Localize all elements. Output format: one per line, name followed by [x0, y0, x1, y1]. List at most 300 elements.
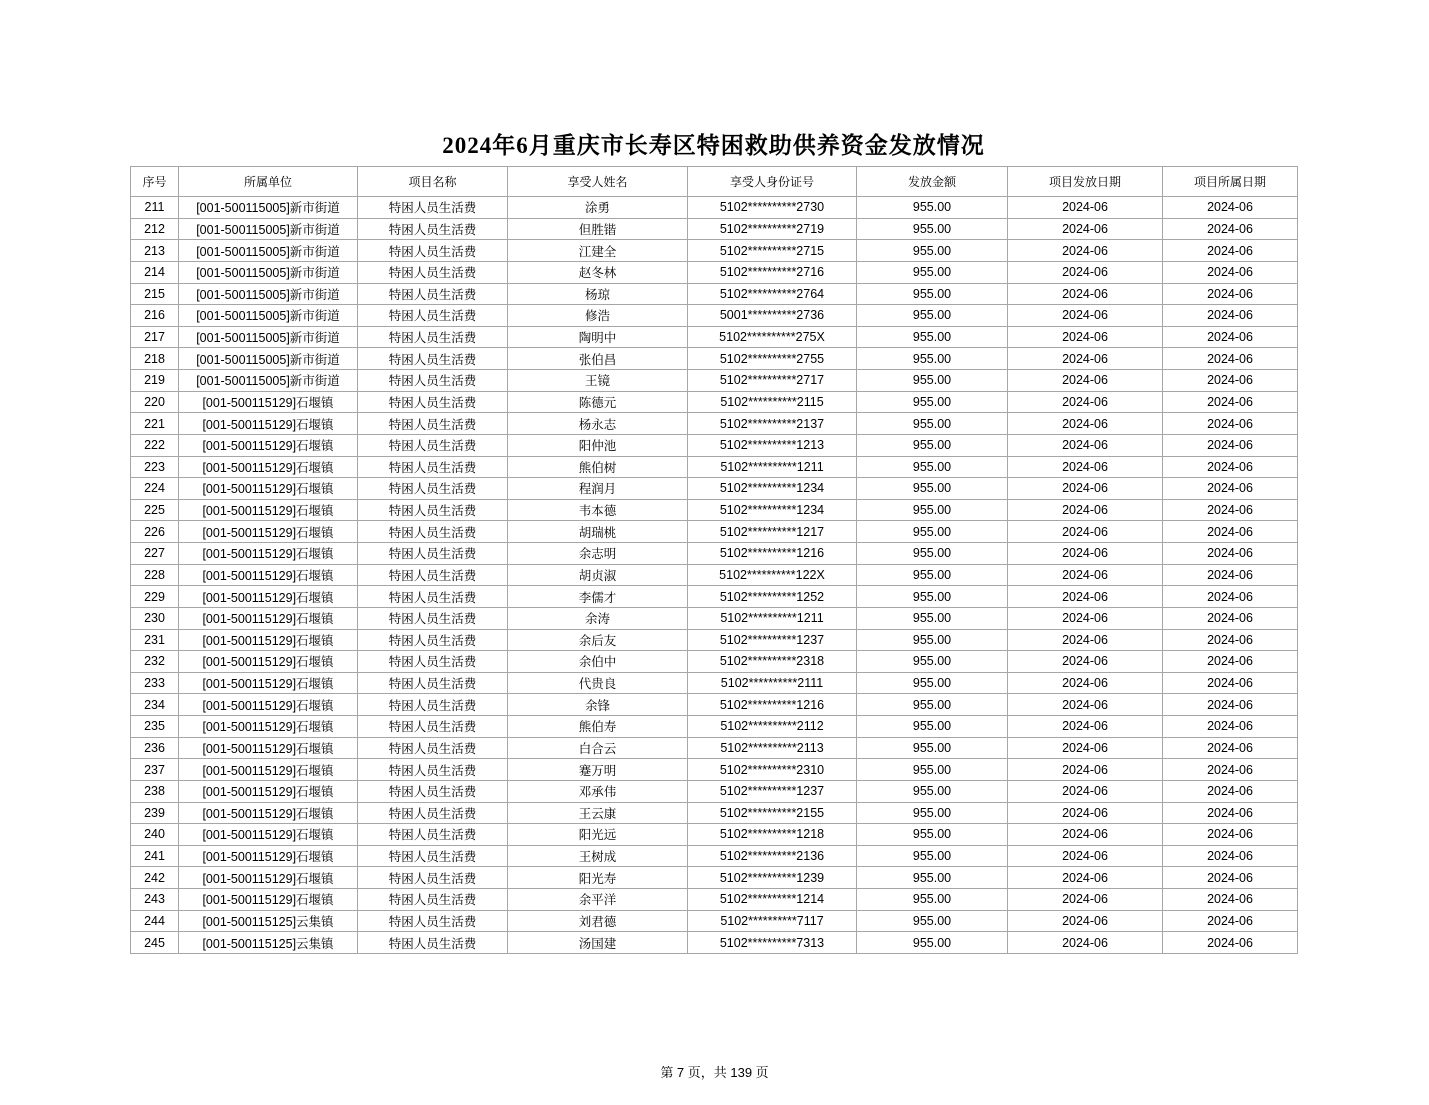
cell-col-unit: [001-500115005]新市街道: [179, 348, 358, 370]
cell-col-beneficiary-name: 但胜锴: [508, 218, 688, 240]
cell-col-unit: [001-500115129]石堰镇: [179, 434, 358, 456]
cell-col-index: 234: [131, 694, 179, 716]
cell-col-issue-date: 2024-06: [1008, 932, 1163, 954]
cell-col-beneficiary-name: 余平洋: [508, 889, 688, 911]
cell-col-beneficiary-name: 王云康: [508, 802, 688, 824]
cell-col-issue-date: 2024-06: [1008, 672, 1163, 694]
table-row: [131, 261, 1298, 283]
cell-col-beneficiary-name: 陈德元: [508, 391, 688, 413]
cell-col-period: 2024-06: [1163, 910, 1298, 932]
cell-col-issue-date: 2024-06: [1008, 370, 1163, 392]
cell-col-index: 243: [131, 889, 179, 911]
table-header-row: [131, 167, 1298, 197]
cell-col-amount: 955.00: [857, 261, 1008, 283]
cell-col-amount: 955.00: [857, 521, 1008, 543]
cell-col-period: 2024-06: [1163, 391, 1298, 413]
cell-col-issue-date: 2024-06: [1008, 391, 1163, 413]
cell-col-id-number: 5102**********1213: [688, 434, 857, 456]
cell-col-unit: [001-500115005]新市街道: [179, 283, 358, 305]
cell-col-issue-date: 2024-06: [1008, 413, 1163, 435]
cell-col-index: 212: [131, 218, 179, 240]
table-row: [131, 370, 1298, 392]
cell-col-index: 215: [131, 283, 179, 305]
cell-col-index: 222: [131, 434, 179, 456]
cell-col-amount: 955.00: [857, 629, 1008, 651]
cell-col-unit: [001-500115129]石堰镇: [179, 867, 358, 889]
cell-col-project: 特困人员生活费: [358, 672, 508, 694]
cell-col-index: 221: [131, 413, 179, 435]
cell-col-index: 232: [131, 651, 179, 673]
cell-col-period: 2024-06: [1163, 802, 1298, 824]
cell-col-id-number: 5102**********7313: [688, 932, 857, 954]
cell-col-id-number: 5102**********2113: [688, 737, 857, 759]
table-row: [131, 434, 1298, 456]
table-row: [131, 283, 1298, 305]
cell-col-amount: 955.00: [857, 391, 1008, 413]
cell-col-index: 240: [131, 824, 179, 846]
cell-col-project: 特困人员生活费: [358, 197, 508, 219]
cell-col-issue-date: 2024-06: [1008, 651, 1163, 673]
cell-col-id-number: 5102**********2155: [688, 802, 857, 824]
cell-col-id-number: 5102**********1234: [688, 499, 857, 521]
cell-col-period: 2024-06: [1163, 456, 1298, 478]
cell-col-index: 235: [131, 716, 179, 738]
cell-col-period: 2024-06: [1163, 283, 1298, 305]
cell-col-unit: [001-500115129]石堰镇: [179, 824, 358, 846]
cell-col-issue-date: 2024-06: [1008, 802, 1163, 824]
table-row: [131, 305, 1298, 327]
table-row: [131, 478, 1298, 500]
cell-col-unit: [001-500115129]石堰镇: [179, 391, 358, 413]
cell-col-issue-date: 2024-06: [1008, 240, 1163, 262]
cell-col-issue-date: 2024-06: [1008, 780, 1163, 802]
cell-col-beneficiary-name: 涂勇: [508, 197, 688, 219]
cell-col-id-number: 5102**********2755: [688, 348, 857, 370]
cell-col-beneficiary-name: 韦本德: [508, 499, 688, 521]
cell-col-project: 特困人员生活费: [358, 478, 508, 500]
cell-col-project: 特困人员生活费: [358, 607, 508, 629]
table-row: [131, 889, 1298, 911]
cell-col-index: 231: [131, 629, 179, 651]
cell-col-unit: [001-500115005]新市街道: [179, 370, 358, 392]
cell-col-id-number: 5102**********2764: [688, 283, 857, 305]
cell-col-id-number: 5102**********1214: [688, 889, 857, 911]
table-row: [131, 824, 1298, 846]
cell-col-index: 229: [131, 586, 179, 608]
cell-col-amount: 955.00: [857, 716, 1008, 738]
cell-col-index: 219: [131, 370, 179, 392]
cell-col-amount: 955.00: [857, 197, 1008, 219]
table-row: [131, 672, 1298, 694]
cell-col-issue-date: 2024-06: [1008, 759, 1163, 781]
cell-col-unit: [001-500115129]石堰镇: [179, 629, 358, 651]
cell-col-period: 2024-06: [1163, 607, 1298, 629]
cell-col-index: 236: [131, 737, 179, 759]
cell-col-index: 223: [131, 456, 179, 478]
table-row: [131, 780, 1298, 802]
cell-col-id-number: 5102**********2137: [688, 413, 857, 435]
cell-col-index: 245: [131, 932, 179, 954]
cell-col-id-number: 5102**********2717: [688, 370, 857, 392]
table-row: [131, 716, 1298, 738]
cell-col-beneficiary-name: 杨永志: [508, 413, 688, 435]
cell-col-index: 244: [131, 910, 179, 932]
cell-col-beneficiary-name: 王树成: [508, 845, 688, 867]
cell-col-index: 230: [131, 607, 179, 629]
cell-col-period: 2024-06: [1163, 586, 1298, 608]
cell-col-beneficiary-name: 赵冬林: [508, 261, 688, 283]
cell-col-project: 特困人员生活费: [358, 434, 508, 456]
cell-col-amount: 955.00: [857, 651, 1008, 673]
cell-col-unit: [001-500115005]新市街道: [179, 261, 358, 283]
cell-col-period: 2024-06: [1163, 932, 1298, 954]
cell-col-project: 特困人员生活费: [358, 716, 508, 738]
cell-col-issue-date: 2024-06: [1008, 456, 1163, 478]
cell-col-amount: 955.00: [857, 694, 1008, 716]
cell-col-beneficiary-name: 张伯昌: [508, 348, 688, 370]
table-row: [131, 543, 1298, 565]
cell-col-period: 2024-06: [1163, 434, 1298, 456]
cell-col-beneficiary-name: 代贵良: [508, 672, 688, 694]
cell-col-period: 2024-06: [1163, 370, 1298, 392]
cell-col-unit: [001-500115005]新市街道: [179, 218, 358, 240]
table-row: [131, 499, 1298, 521]
cell-col-beneficiary-name: 刘君德: [508, 910, 688, 932]
cell-col-project: 特困人员生活费: [358, 845, 508, 867]
cell-col-unit: [001-500115129]石堰镇: [179, 586, 358, 608]
cell-col-unit: [001-500115129]石堰镇: [179, 478, 358, 500]
cell-col-amount: 955.00: [857, 456, 1008, 478]
table-row: [131, 521, 1298, 543]
cell-col-index: 242: [131, 867, 179, 889]
table-row: [131, 845, 1298, 867]
cell-col-issue-date: 2024-06: [1008, 348, 1163, 370]
cell-col-unit: [001-500115129]石堰镇: [179, 564, 358, 586]
cell-col-amount: 955.00: [857, 240, 1008, 262]
cell-col-unit: [001-500115129]石堰镇: [179, 845, 358, 867]
cell-col-id-number: 5102**********1216: [688, 694, 857, 716]
cell-col-unit: [001-500115129]石堰镇: [179, 780, 358, 802]
cell-col-project: 特困人员生活费: [358, 283, 508, 305]
cell-col-issue-date: 2024-06: [1008, 564, 1163, 586]
cell-col-beneficiary-name: 阳光远: [508, 824, 688, 846]
table-row: [131, 564, 1298, 586]
cell-col-index: 220: [131, 391, 179, 413]
cell-col-period: 2024-06: [1163, 348, 1298, 370]
cell-col-beneficiary-name: 王镜: [508, 370, 688, 392]
cell-col-index: 237: [131, 759, 179, 781]
cell-col-id-number: 5102**********1211: [688, 607, 857, 629]
cell-col-project: 特困人员生活费: [358, 889, 508, 911]
cell-col-unit: [001-500115129]石堰镇: [179, 889, 358, 911]
cell-col-beneficiary-name: 余锋: [508, 694, 688, 716]
cell-col-beneficiary-name: 胡贞淑: [508, 564, 688, 586]
cell-col-period: 2024-06: [1163, 564, 1298, 586]
cell-col-amount: 955.00: [857, 780, 1008, 802]
cell-col-unit: [001-500115129]石堰镇: [179, 737, 358, 759]
cell-col-issue-date: 2024-06: [1008, 499, 1163, 521]
cell-col-issue-date: 2024-06: [1008, 910, 1163, 932]
cell-col-beneficiary-name: 熊伯树: [508, 456, 688, 478]
cell-col-project: 特困人员生活费: [358, 759, 508, 781]
cell-col-amount: 955.00: [857, 845, 1008, 867]
cell-col-amount: 955.00: [857, 326, 1008, 348]
cell-col-beneficiary-name: 阳仲池: [508, 434, 688, 456]
column-header-col-beneficiary-name: 享受人姓名: [508, 167, 688, 197]
cell-col-beneficiary-name: 余志明: [508, 543, 688, 565]
cell-col-beneficiary-name: 陶明中: [508, 326, 688, 348]
cell-col-index: 227: [131, 543, 179, 565]
cell-col-unit: [001-500115129]石堰镇: [179, 607, 358, 629]
cell-col-index: 226: [131, 521, 179, 543]
table-row: [131, 759, 1298, 781]
cell-col-beneficiary-name: 余后友: [508, 629, 688, 651]
cell-col-issue-date: 2024-06: [1008, 197, 1163, 219]
cell-col-unit: [001-500115129]石堰镇: [179, 456, 358, 478]
table-row: [131, 932, 1298, 954]
cell-col-beneficiary-name: 蹇万明: [508, 759, 688, 781]
table-row: [131, 802, 1298, 824]
cell-col-project: 特困人员生活费: [358, 564, 508, 586]
cell-col-period: 2024-06: [1163, 672, 1298, 694]
cell-col-amount: 955.00: [857, 413, 1008, 435]
cell-col-issue-date: 2024-06: [1008, 305, 1163, 327]
cell-col-index: 233: [131, 672, 179, 694]
cell-col-period: 2024-06: [1163, 629, 1298, 651]
cell-col-unit: [001-500115125]云集镇: [179, 910, 358, 932]
cell-col-project: 特困人员生活费: [358, 456, 508, 478]
cell-col-period: 2024-06: [1163, 824, 1298, 846]
cell-col-id-number: 5102**********1216: [688, 543, 857, 565]
page-footer: 第 7 页，共 139 页: [660, 1065, 769, 1080]
table-row: [131, 586, 1298, 608]
cell-col-project: 特困人员生活费: [358, 240, 508, 262]
cell-col-amount: 955.00: [857, 434, 1008, 456]
cell-col-project: 特困人员生活费: [358, 218, 508, 240]
table-row: [131, 629, 1298, 651]
cell-col-period: 2024-06: [1163, 326, 1298, 348]
cell-col-beneficiary-name: 修浩: [508, 305, 688, 327]
cell-col-id-number: 5102**********1217: [688, 521, 857, 543]
cell-col-unit: [001-500115129]石堰镇: [179, 413, 358, 435]
cell-col-period: 2024-06: [1163, 759, 1298, 781]
cell-col-amount: 955.00: [857, 499, 1008, 521]
table-row: [131, 218, 1298, 240]
cell-col-issue-date: 2024-06: [1008, 586, 1163, 608]
cell-col-period: 2024-06: [1163, 261, 1298, 283]
cell-col-period: 2024-06: [1163, 413, 1298, 435]
cell-col-project: 特困人员生活费: [358, 867, 508, 889]
cell-col-project: 特困人员生活费: [358, 543, 508, 565]
cell-col-index: 213: [131, 240, 179, 262]
cell-col-beneficiary-name: 李儒才: [508, 586, 688, 608]
table-row: [131, 240, 1298, 262]
cell-col-beneficiary-name: 邓承伟: [508, 780, 688, 802]
cell-col-unit: [001-500115129]石堰镇: [179, 802, 358, 824]
cell-col-issue-date: 2024-06: [1008, 607, 1163, 629]
cell-col-issue-date: 2024-06: [1008, 326, 1163, 348]
cell-col-issue-date: 2024-06: [1008, 867, 1163, 889]
cell-col-unit: [001-500115005]新市街道: [179, 197, 358, 219]
cell-col-amount: 955.00: [857, 802, 1008, 824]
cell-col-period: 2024-06: [1163, 305, 1298, 327]
cell-col-index: 217: [131, 326, 179, 348]
cell-col-period: 2024-06: [1163, 521, 1298, 543]
cell-col-project: 特困人员生活费: [358, 629, 508, 651]
cell-col-amount: 955.00: [857, 305, 1008, 327]
cell-col-issue-date: 2024-06: [1008, 737, 1163, 759]
cell-col-issue-date: 2024-06: [1008, 716, 1163, 738]
column-header-col-index: 序号: [131, 167, 179, 197]
cell-col-issue-date: 2024-06: [1008, 478, 1163, 500]
cell-col-amount: 955.00: [857, 867, 1008, 889]
cell-col-amount: 955.00: [857, 218, 1008, 240]
cell-col-project: 特困人员生活费: [358, 694, 508, 716]
cell-col-unit: [001-500115129]石堰镇: [179, 521, 358, 543]
column-header-col-id-number: 享受人身份证号: [688, 167, 857, 197]
cell-col-beneficiary-name: 阳光寿: [508, 867, 688, 889]
cell-col-amount: 955.00: [857, 283, 1008, 305]
cell-col-unit: [001-500115129]石堰镇: [179, 672, 358, 694]
cell-col-amount: 955.00: [857, 478, 1008, 500]
column-header-col-period: 项目所属日期: [1163, 167, 1298, 197]
cell-col-unit: [001-500115125]云集镇: [179, 932, 358, 954]
cell-col-amount: 955.00: [857, 370, 1008, 392]
cell-col-issue-date: 2024-06: [1008, 824, 1163, 846]
table-row: [131, 197, 1298, 219]
cell-col-id-number: 5102**********2318: [688, 651, 857, 673]
cell-col-id-number: 5102**********1234: [688, 478, 857, 500]
cell-col-project: 特困人员生活费: [358, 737, 508, 759]
cell-col-amount: 955.00: [857, 607, 1008, 629]
cell-col-id-number: 5102**********2112: [688, 716, 857, 738]
cell-col-id-number: 5102**********1237: [688, 780, 857, 802]
cell-col-period: 2024-06: [1163, 889, 1298, 911]
cell-col-issue-date: 2024-06: [1008, 261, 1163, 283]
cell-col-amount: 955.00: [857, 910, 1008, 932]
cell-col-issue-date: 2024-06: [1008, 845, 1163, 867]
cell-col-period: 2024-06: [1163, 197, 1298, 219]
cell-col-issue-date: 2024-06: [1008, 889, 1163, 911]
cell-col-amount: 955.00: [857, 889, 1008, 911]
cell-col-beneficiary-name: 江建全: [508, 240, 688, 262]
cell-col-period: 2024-06: [1163, 499, 1298, 521]
cell-col-project: 特困人员生活费: [358, 824, 508, 846]
cell-col-id-number: 5102**********1237: [688, 629, 857, 651]
cell-col-id-number: 5102**********1239: [688, 867, 857, 889]
table-row: [131, 391, 1298, 413]
column-header-col-amount: 发放金额: [857, 167, 1008, 197]
cell-col-amount: 955.00: [857, 543, 1008, 565]
cell-col-amount: 955.00: [857, 672, 1008, 694]
cell-col-period: 2024-06: [1163, 867, 1298, 889]
cell-col-amount: 955.00: [857, 759, 1008, 781]
table-row: [131, 737, 1298, 759]
cell-col-amount: 955.00: [857, 348, 1008, 370]
cell-col-project: 特困人员生活费: [358, 370, 508, 392]
table-header: [131, 167, 1298, 197]
cell-col-index: 214: [131, 261, 179, 283]
cell-col-issue-date: 2024-06: [1008, 521, 1163, 543]
cell-col-issue-date: 2024-06: [1008, 629, 1163, 651]
cell-col-amount: 955.00: [857, 737, 1008, 759]
cell-col-project: 特困人员生活费: [358, 521, 508, 543]
cell-col-beneficiary-name: 胡瑞桃: [508, 521, 688, 543]
cell-col-beneficiary-name: 白合云: [508, 737, 688, 759]
cell-col-amount: 955.00: [857, 824, 1008, 846]
cell-col-beneficiary-name: 程润月: [508, 478, 688, 500]
cell-col-index: 239: [131, 802, 179, 824]
cell-col-project: 特困人员生活费: [358, 391, 508, 413]
column-header-col-project: 项目名称: [358, 167, 508, 197]
table-row: [131, 651, 1298, 673]
cell-col-index: 224: [131, 478, 179, 500]
cell-col-index: 218: [131, 348, 179, 370]
cell-col-index: 216: [131, 305, 179, 327]
cell-col-beneficiary-name: 杨琼: [508, 283, 688, 305]
table-row: [131, 456, 1298, 478]
cell-col-unit: [001-500115129]石堰镇: [179, 716, 358, 738]
cell-col-issue-date: 2024-06: [1008, 218, 1163, 240]
cell-col-issue-date: 2024-06: [1008, 694, 1163, 716]
cell-col-id-number: 5102**********275X: [688, 326, 857, 348]
table-row: [131, 910, 1298, 932]
cell-col-id-number: 5102**********2716: [688, 261, 857, 283]
cell-col-unit: [001-500115129]石堰镇: [179, 694, 358, 716]
cell-col-project: 特困人员生活费: [358, 413, 508, 435]
cell-col-unit: [001-500115129]石堰镇: [179, 759, 358, 781]
table-row: [131, 694, 1298, 716]
cell-col-period: 2024-06: [1163, 240, 1298, 262]
cell-col-project: 特困人员生活费: [358, 932, 508, 954]
table-row: [131, 348, 1298, 370]
cell-col-id-number: 5102**********2719: [688, 218, 857, 240]
cell-col-id-number: 5102**********122X: [688, 564, 857, 586]
cell-col-unit: [001-500115005]新市街道: [179, 240, 358, 262]
cell-col-project: 特困人员生活费: [358, 326, 508, 348]
cell-col-issue-date: 2024-06: [1008, 543, 1163, 565]
cell-col-beneficiary-name: 汤国建: [508, 932, 688, 954]
cell-col-id-number: 5102**********2730: [688, 197, 857, 219]
cell-col-period: 2024-06: [1163, 716, 1298, 738]
cell-col-amount: 955.00: [857, 564, 1008, 586]
column-header-col-unit: 所属单位: [179, 167, 358, 197]
cell-col-id-number: 5102**********2715: [688, 240, 857, 262]
cell-col-unit: [001-500115129]石堰镇: [179, 543, 358, 565]
cell-col-id-number: 5102**********2115: [688, 391, 857, 413]
cell-col-project: 特困人员生活费: [358, 910, 508, 932]
table-row: [131, 413, 1298, 435]
cell-col-id-number: 5001**********2736: [688, 305, 857, 327]
cell-col-id-number: 5102**********1211: [688, 456, 857, 478]
cell-col-period: 2024-06: [1163, 651, 1298, 673]
cell-col-id-number: 5102**********2136: [688, 845, 857, 867]
cell-col-project: 特困人员生活费: [358, 586, 508, 608]
cell-col-period: 2024-06: [1163, 845, 1298, 867]
cell-col-period: 2024-06: [1163, 780, 1298, 802]
column-header-col-issue-date: 项目发放日期: [1008, 167, 1163, 197]
table-row: [131, 607, 1298, 629]
cell-col-amount: 955.00: [857, 586, 1008, 608]
cell-col-issue-date: 2024-06: [1008, 283, 1163, 305]
cell-col-project: 特困人员生活费: [358, 651, 508, 673]
cell-col-beneficiary-name: 余伯中: [508, 651, 688, 673]
cell-col-unit: [001-500115005]新市街道: [179, 326, 358, 348]
cell-col-id-number: 5102**********2111: [688, 672, 857, 694]
cell-col-id-number: 5102**********7117: [688, 910, 857, 932]
cell-col-period: 2024-06: [1163, 478, 1298, 500]
cell-col-index: 225: [131, 499, 179, 521]
